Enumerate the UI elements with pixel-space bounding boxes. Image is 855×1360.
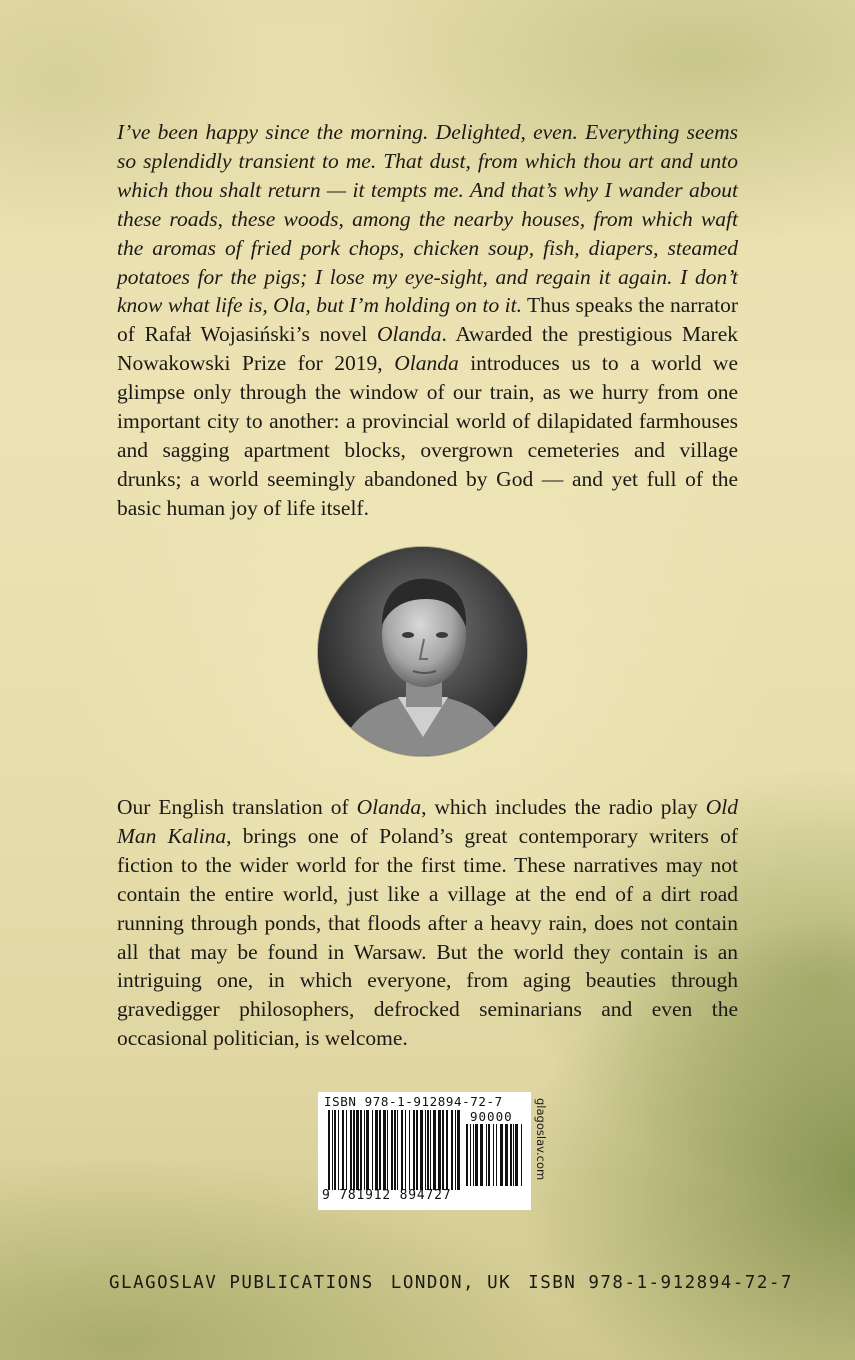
barcode-bar bbox=[480, 1124, 483, 1186]
publisher-website: glagoslav.com bbox=[534, 1098, 548, 1181]
barcode-bar bbox=[515, 1124, 518, 1186]
barcode-isbn-label: ISBN 978-1-912894-72-7 bbox=[324, 1094, 503, 1109]
barcode-bar bbox=[416, 1110, 418, 1190]
publisher-footer bbox=[109, 1270, 793, 1296]
blurb-text: introduces us to a world we glimpse only through the window of our train, as we hurry from one important city to another: a provincial world of dilapidated farmhouses and sagging apartment blocks, overgrown cemeteries and village drunks; a world seemingly abandoned by God — and yet full of the basic human joy of life itself. bbox=[117, 351, 738, 520]
barcode-bar bbox=[375, 1110, 378, 1190]
barcode-bar bbox=[496, 1124, 497, 1186]
barcode-bar bbox=[510, 1124, 512, 1186]
barcode-bar bbox=[493, 1124, 494, 1186]
barcode-bar bbox=[409, 1110, 410, 1190]
barcode-bar bbox=[356, 1110, 359, 1190]
barcode-bar bbox=[442, 1110, 444, 1190]
book-title: Olanda bbox=[356, 795, 422, 819]
barcode-bar bbox=[488, 1124, 490, 1186]
publisher-location: LONDON, UK bbox=[390, 1273, 512, 1293]
translation-description bbox=[117, 793, 738, 1053]
book-title: Olanda bbox=[376, 322, 442, 347]
author-portrait bbox=[318, 547, 527, 756]
barcode-bar bbox=[427, 1110, 429, 1190]
description-text: , which includes the radio play bbox=[421, 795, 706, 819]
blurb-text: Thus speaks the narrator of Rafał Wojasiński’s novel bbox=[117, 293, 738, 347]
barcode-bar bbox=[346, 1110, 347, 1190]
barcode-bar bbox=[486, 1124, 487, 1186]
barcode-bar bbox=[332, 1110, 333, 1190]
barcode-bar bbox=[334, 1110, 336, 1190]
barcode-bar bbox=[513, 1124, 514, 1186]
footer-isbn: ISBN 978-1-912894-72-7 bbox=[528, 1273, 793, 1293]
opening-quote: I’ve been happy since the morning. Delighted, even. Everything seems so splendidly transient to me. That dust, from which thou art and unto which thou shalt return — it tempts me. And that’s why I wander about these roads, these woods, among the nearby houses, from which waft the aromas of fried pork chops, chicken soup, fish, diapers, steamed potatoes for the pigs; I lose my eye-sight, and regain it again. I don’t know what life is, Ola, but I’m holding on to it. bbox=[117, 120, 738, 318]
barcode-bar bbox=[466, 1124, 468, 1186]
barcode-price-code: 90000 bbox=[470, 1109, 513, 1124]
barcode-bar bbox=[405, 1110, 406, 1190]
barcode-bar bbox=[505, 1124, 508, 1186]
isbn-barcode bbox=[318, 1092, 531, 1210]
barcode-bar bbox=[379, 1110, 381, 1190]
description-text: , brings one of Poland’s great contemporary writers of fiction to the wider world for the first time. These narratives may not contain the entire world, just like a village at the end of a dirt road running through ponds, that floods after a heavy rain, does not contain all that may be found in Warsaw. But the world they contain is an intriguing one, in which everyone, from aging beauties through gravedigger philosophers, defrocked seminarians and even the occasional politician, is welcome. bbox=[117, 823, 738, 1051]
barcode-bar bbox=[425, 1110, 426, 1190]
barcode-bar bbox=[383, 1110, 386, 1190]
barcode-bar bbox=[470, 1124, 471, 1186]
blurb-text: . Awarded the prestigious Marek Nowakowski Prize for 2019, bbox=[117, 322, 738, 376]
barcode-digits: 9 781912 894727 bbox=[322, 1188, 452, 1203]
barcode-bar bbox=[342, 1110, 344, 1190]
barcode-bar bbox=[397, 1110, 398, 1190]
barcode-bar bbox=[391, 1110, 393, 1190]
publisher-name: GLAGOSLAV PUBLICATIONS bbox=[109, 1273, 374, 1293]
barcode-bar bbox=[446, 1110, 448, 1190]
barcode-bar bbox=[338, 1110, 339, 1190]
author-portrait-image bbox=[318, 547, 527, 756]
barcode-bar bbox=[401, 1110, 403, 1190]
barcode-bar bbox=[350, 1110, 352, 1190]
addon-barcode-bars bbox=[466, 1124, 526, 1186]
barcode-bar bbox=[438, 1110, 441, 1190]
barcode-bar bbox=[372, 1110, 373, 1190]
barcode-bar bbox=[364, 1110, 365, 1190]
book-title: Olanda bbox=[394, 351, 459, 376]
barcode-bar bbox=[328, 1110, 330, 1190]
barcode-bar bbox=[457, 1110, 460, 1190]
barcode-bar bbox=[500, 1124, 503, 1186]
ean-barcode-bars bbox=[328, 1110, 463, 1190]
barcode-bar bbox=[455, 1110, 456, 1190]
back-cover-blurb bbox=[117, 118, 738, 523]
barcode-bar bbox=[451, 1110, 453, 1190]
barcode-bar bbox=[430, 1110, 431, 1190]
barcode-bar bbox=[353, 1110, 355, 1190]
description-text: Our English translation of bbox=[117, 795, 357, 819]
barcode-bar bbox=[475, 1124, 478, 1186]
barcode-bar bbox=[473, 1124, 474, 1186]
barcode-bar bbox=[366, 1110, 369, 1190]
barcode-bar bbox=[394, 1110, 396, 1190]
radio-play-title: Old Man Kalina bbox=[117, 795, 738, 848]
barcode-bar bbox=[387, 1110, 388, 1190]
barcode-bar bbox=[521, 1124, 522, 1186]
barcode-bar bbox=[413, 1110, 415, 1190]
barcode-bar bbox=[433, 1110, 436, 1190]
barcode-bar bbox=[420, 1110, 423, 1190]
barcode-bar bbox=[360, 1110, 362, 1190]
